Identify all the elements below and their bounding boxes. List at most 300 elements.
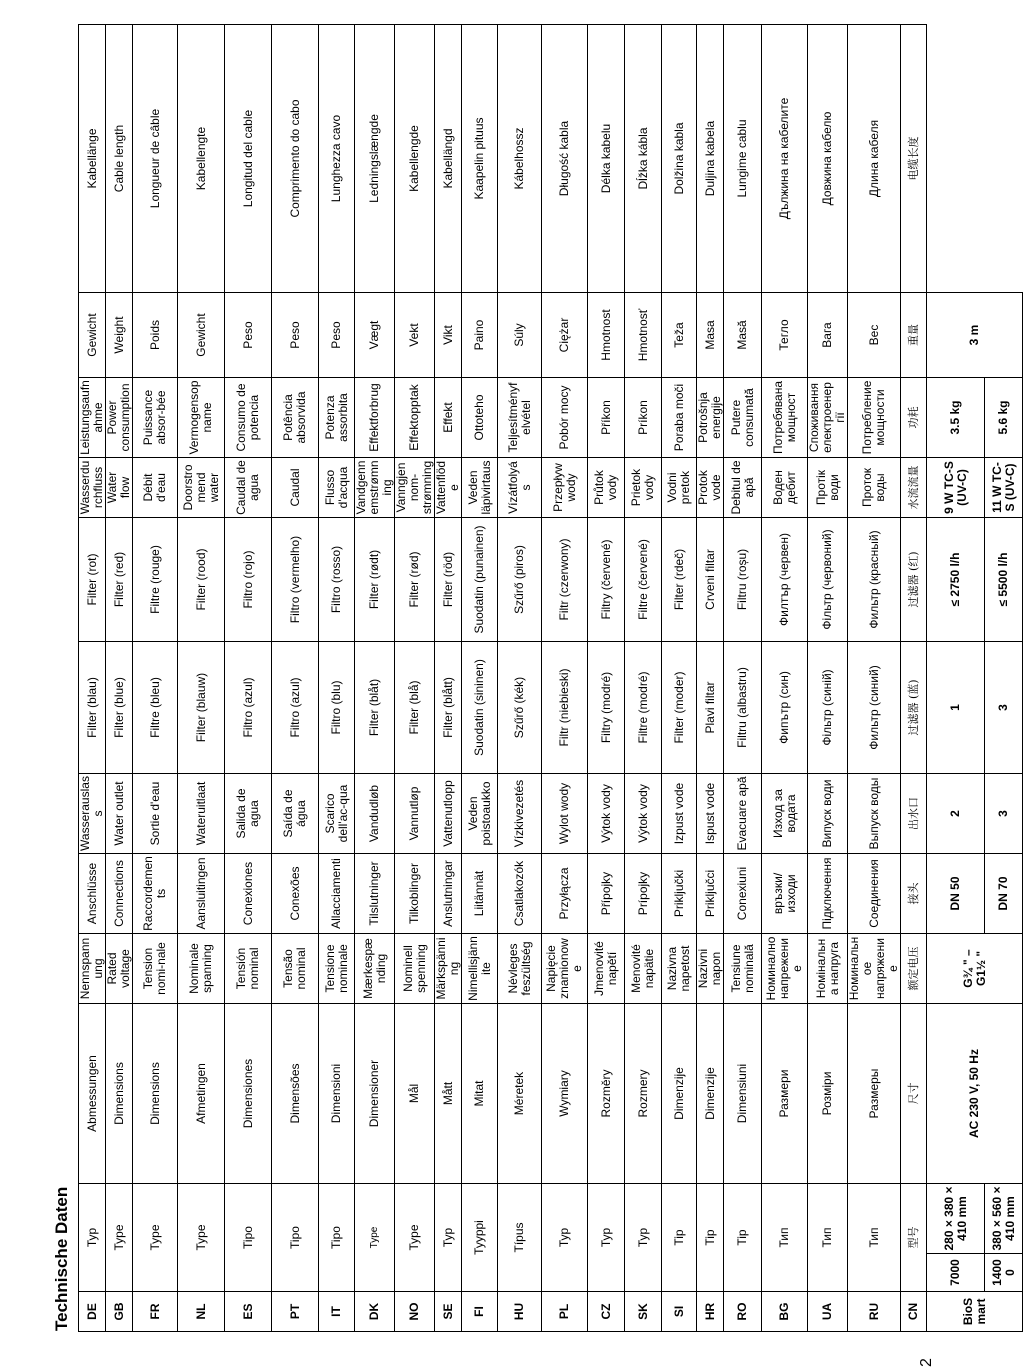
- water-flow-label: Vattenflöde: [435, 458, 462, 518]
- power-consumption-label: Potência absorvida: [272, 378, 319, 458]
- power-consumption-label: Ottoteho: [462, 378, 498, 458]
- type-label: 型号: [901, 1184, 927, 1292]
- cable-length-label: Kabellänge: [79, 25, 106, 293]
- rated-voltage-label: Rated voltage: [106, 934, 133, 1004]
- type-label: Тип: [762, 1184, 808, 1292]
- weight-value: 3.5 kg: [927, 378, 985, 458]
- rated-voltage-label: Nazivna napetost: [662, 934, 697, 1004]
- dimensions-label: Dimensiuni: [724, 1004, 762, 1184]
- filter-blue-label: Filtru (albastru): [724, 642, 762, 774]
- filter-blue-label: Filtre (modré): [625, 642, 662, 774]
- rated-voltage-label: Tensiune nominală: [724, 934, 762, 1004]
- weight-label: Gewicht: [79, 293, 106, 378]
- power-consumption-label: Споживання електроенергії: [808, 378, 848, 458]
- water-flow-label: Flusso d'acqua: [319, 458, 355, 518]
- connections-label: Prípojky: [625, 854, 662, 934]
- filter-blue-label: Filtro (azul): [225, 642, 272, 774]
- water-flow-label: Doorstromend water: [178, 458, 225, 518]
- connections-label: Anslutningar: [435, 854, 462, 934]
- filter-red-label: Фільтр (червоний): [808, 518, 848, 642]
- connections-label: 接头: [901, 854, 927, 934]
- water-flow-label: Veden läpivirtaus: [462, 458, 498, 518]
- connections-label: Anschlüsse: [79, 854, 106, 934]
- rated-voltage-label: Tension nomi-nale: [133, 934, 178, 1004]
- dimensions-label: Afmetingen: [178, 1004, 225, 1184]
- rated-voltage-label: Menovité napätie: [625, 934, 662, 1004]
- table-row: [625, 25, 662, 1332]
- weight-label: Vægt: [355, 293, 395, 378]
- table-row: [662, 25, 697, 1332]
- filter-red-label: Filter (rød): [395, 518, 435, 642]
- connections-label: Allacciamenti: [319, 854, 355, 934]
- rated-voltage-label: Tensión nominal: [225, 934, 272, 1004]
- rated-voltage-label: Номінальна напруга: [808, 934, 848, 1004]
- power-value: 11 W TC-S (UV-C): [985, 458, 1023, 518]
- filter-red-label: Filtr (czerwony): [542, 518, 588, 642]
- language-code: IT: [319, 1292, 355, 1332]
- filter-blue-value: 3: [985, 774, 1023, 854]
- type-label: Type: [133, 1184, 178, 1292]
- filter-blue-label: Szűrő (kék): [498, 642, 542, 774]
- rated-voltage-label: Névleges feszültség: [498, 934, 542, 1004]
- connections-label: Підключення: [808, 854, 848, 934]
- product-row: [927, 25, 985, 1332]
- table-row: [355, 25, 395, 1332]
- dimensions-label: Dimensioni: [319, 1004, 355, 1184]
- table-body: [79, 25, 1023, 1332]
- table-row: [462, 25, 498, 1332]
- water-outlet-label: Veden poistoaukko: [462, 774, 498, 854]
- filter-blue-label: Filter (blått): [435, 642, 462, 774]
- filter-red-label: Filtry (červené): [588, 518, 625, 642]
- water-flow-label: Debitul de apă: [724, 458, 762, 518]
- water-outlet-label: Výtok vody: [588, 774, 625, 854]
- cable-length-label: Duljina kabela: [697, 25, 724, 293]
- technical-data-table: [78, 24, 1023, 1332]
- water-outlet-label: Wylot wody: [542, 774, 588, 854]
- product-name: BioSmart: [927, 1292, 1023, 1332]
- dimensions-label: Mål: [395, 1004, 435, 1184]
- table-row: [542, 25, 588, 1332]
- model-type: 7000: [927, 1254, 985, 1292]
- cable-length-label: 电缆长度: [901, 25, 927, 293]
- rated-voltage-label: Nominale spanning: [178, 934, 225, 1004]
- dimensions-label: Dimensioner: [355, 1004, 395, 1184]
- cable-length-label: Довжина кабелю: [808, 25, 848, 293]
- type-label: Type: [106, 1184, 133, 1292]
- water-outlet-label: Salida de agua: [225, 774, 272, 854]
- power-consumption-label: Pobór mocy: [542, 378, 588, 458]
- water-flow-label: Проток воды: [848, 458, 901, 518]
- dimensions-label: Abmessungen: [79, 1004, 106, 1184]
- type-label: Tipo: [319, 1184, 355, 1292]
- type-label: Tipo: [272, 1184, 319, 1292]
- weight-label: Hmotnosť: [625, 293, 662, 378]
- water-flow-label: Caudal de agua: [225, 458, 272, 518]
- model-type: 14000: [985, 1254, 1023, 1292]
- cable-length-label: Longitud del cable: [225, 25, 272, 293]
- type-label: Typ: [435, 1184, 462, 1292]
- connections-label: Tilslutninger: [355, 854, 395, 934]
- filter-blue-label: Filter (moder): [662, 642, 697, 774]
- water-flow-label: Prietok vody: [625, 458, 662, 518]
- table-row: [697, 25, 724, 1332]
- cable-length-label: Longueur de câble: [133, 25, 178, 293]
- rated-voltage-label: Nominell spenning: [395, 934, 435, 1004]
- connections-label: Przyłącza: [542, 854, 588, 934]
- type-label: Type: [355, 1184, 395, 1292]
- weight-label: Súly: [498, 293, 542, 378]
- water-flow-label: Water flow: [106, 458, 133, 518]
- filter-blue-value: 2: [927, 774, 985, 854]
- table-row: [724, 25, 762, 1332]
- water-outlet-label: Scarico dell'ac-qua: [319, 774, 355, 854]
- water-outlet-label: Випуск води: [808, 774, 848, 854]
- power-consumption-label: Příkon: [588, 378, 625, 458]
- filter-blue-label: Filter (blue): [106, 642, 133, 774]
- language-code: BG: [762, 1292, 808, 1332]
- power-consumption-label: Putere consumată: [724, 378, 762, 458]
- connections-label: Priključki: [662, 854, 697, 934]
- filter-red-label: Филтър (червен): [762, 518, 808, 642]
- table-row: [808, 25, 848, 1332]
- model-dimensions: 380 × 560 × 410 mm: [985, 1184, 1023, 1254]
- filter-blue-label: Фильтр (синий): [848, 642, 901, 774]
- water-flow-label: 水流流量: [901, 458, 927, 518]
- filter-blue-label: Plavi filtar: [697, 642, 724, 774]
- connections-label: връзки/изходи: [762, 854, 808, 934]
- table-row: [498, 25, 542, 1332]
- filter-red-label: Szűrő (piros): [498, 518, 542, 642]
- type-label: Typ: [625, 1184, 662, 1292]
- type-label: Tyyppi: [462, 1184, 498, 1292]
- table-row: [106, 25, 133, 1332]
- connections-label: Priključci: [697, 854, 724, 934]
- table-row: [272, 25, 319, 1332]
- weight-label: 重量: [901, 293, 927, 378]
- water-flow-label: Vízátfolyás: [498, 458, 542, 518]
- filter-red-label: Crveni filtar: [697, 518, 724, 642]
- filter-red-label: Filter (red): [106, 518, 133, 642]
- weight-label: Weight: [106, 293, 133, 378]
- type-label: Typ: [588, 1184, 625, 1292]
- water-outlet-label: Výtok vody: [625, 774, 662, 854]
- water-outlet-label: Vannutløp: [395, 774, 435, 854]
- power-consumption-label: Потребявана мощност: [762, 378, 808, 458]
- rated-voltage-label: Mærkespænding: [355, 934, 395, 1004]
- dimensions-label: Mitat: [462, 1004, 498, 1184]
- filter-red-label: Filtro (vermelho): [272, 518, 319, 642]
- weight-label: Peso: [319, 293, 355, 378]
- weight-label: Teža: [662, 293, 697, 378]
- weight-label: Masă: [724, 293, 762, 378]
- cable-length-label: Dolžina kabla: [662, 25, 697, 293]
- filter-red-value: 1: [927, 642, 985, 774]
- filter-blue-label: Фільтр (синій): [808, 642, 848, 774]
- power-consumption-label: Leistungsaufnahme: [79, 378, 106, 458]
- filter-red-label: Filter (rot): [79, 518, 106, 642]
- dimensions-label: Méretek: [498, 1004, 542, 1184]
- filter-blue-label: 过滤器 (蓝): [901, 642, 927, 774]
- weight-label: Paino: [462, 293, 498, 378]
- water-outlet-label: Ispust vode: [697, 774, 724, 854]
- water-outlet-label: Выпуск воды: [848, 774, 901, 854]
- table-row: [178, 25, 225, 1332]
- type-label: Тип: [808, 1184, 848, 1292]
- page-title: Technische Daten: [52, 1186, 71, 1331]
- table-row: [435, 25, 462, 1332]
- cable-length-label: Comprimento do cabo: [272, 25, 319, 293]
- water-flow-label: Воден дебит: [762, 458, 808, 518]
- dimensions-label: Mått: [435, 1004, 462, 1184]
- water-flow-label: Przepływ wody: [542, 458, 588, 518]
- type-label: Typ: [79, 1184, 106, 1292]
- connections-value: G¾ " – G1½ ": [927, 934, 1023, 1004]
- water-outlet-label: Sortie d'eau: [133, 774, 178, 854]
- water-flow-label: Vanngjennom-strømning: [395, 458, 435, 518]
- filter-red-label: Suodatin (punainen): [462, 518, 498, 642]
- filter-blue-label: Filter (blauw): [178, 642, 225, 774]
- power-consumption-label: Vermogensopname: [178, 378, 225, 458]
- cable-length-label: Dĺžka kábla: [625, 25, 662, 293]
- weight-label: Вес: [848, 293, 901, 378]
- type-label: Type: [395, 1184, 435, 1292]
- connections-label: Přípojky: [588, 854, 625, 934]
- water-outlet-label: Vattenutlopp: [435, 774, 462, 854]
- filter-blue-label: Filtry (modré): [588, 642, 625, 774]
- language-code: NL: [178, 1292, 225, 1332]
- table-row: [79, 25, 106, 1332]
- language-code: UA: [808, 1292, 848, 1332]
- type-label: Tip: [662, 1184, 697, 1292]
- water-flow-value: ≤ 5500 l/h: [985, 518, 1023, 642]
- language-code: NO: [395, 1292, 435, 1332]
- cable-length-label: Длина кабеля: [848, 25, 901, 293]
- table-row: [319, 25, 355, 1332]
- connections-label: Tilkoblinger: [395, 854, 435, 934]
- dimensions-label: 尺寸: [901, 1004, 927, 1184]
- language-code: CN: [901, 1292, 927, 1332]
- table-row: [395, 25, 435, 1332]
- weight-label: Peso: [225, 293, 272, 378]
- connections-label: Liitännät: [462, 854, 498, 934]
- water-outlet-label: 出水口: [901, 774, 927, 854]
- water-flow-label: Débit d'eau: [133, 458, 178, 518]
- language-code: DK: [355, 1292, 395, 1332]
- connections-label: Conexões: [272, 854, 319, 934]
- water-flow-label: Vodni pretok: [662, 458, 697, 518]
- rated-voltage-value: AC 230 V, 50 Hz: [927, 1004, 1023, 1184]
- page-number: 2: [918, 1358, 935, 1367]
- weight-label: Peso: [272, 293, 319, 378]
- power-consumption-label: Poraba moči: [662, 378, 697, 458]
- filter-blue-label: Filtro (blu): [319, 642, 355, 774]
- filter-blue-label: Filtro (azul): [272, 642, 319, 774]
- cable-length-label: Дължина на кабелите: [762, 25, 808, 293]
- table-row: [762, 25, 808, 1332]
- water-flow-label: Protok vode: [697, 458, 724, 518]
- power-value: 9 W TC-S (UV-C): [927, 458, 985, 518]
- language-code: ES: [225, 1292, 272, 1332]
- connections-label: Connections: [106, 854, 133, 934]
- weight-label: Vekt: [395, 293, 435, 378]
- language-code: GB: [106, 1292, 133, 1332]
- type-label: Tip: [724, 1184, 762, 1292]
- filter-blue-label: Filter (blåt): [355, 642, 395, 774]
- water-outlet-label: Izpust vode: [662, 774, 697, 854]
- connections-label: Соединения: [848, 854, 901, 934]
- water-outlet-label: Water outlet: [106, 774, 133, 854]
- type-label: Тип: [848, 1184, 901, 1292]
- cable-length-label: Lunghezza cavo: [319, 25, 355, 293]
- cable-length-label: Kabellengde: [395, 25, 435, 293]
- water-outlet-label: Wateruitlaat: [178, 774, 225, 854]
- cable-length-label: Kabellengte: [178, 25, 225, 293]
- filter-blue-label: Filtr (niebieski): [542, 642, 588, 774]
- language-code: FR: [133, 1292, 178, 1332]
- cable-length-label: Cable length: [106, 25, 133, 293]
- filter-red-label: Filtre (rouge): [133, 518, 178, 642]
- table-row: [901, 25, 927, 1332]
- dimensions-label: Dimenzije: [662, 1004, 697, 1184]
- filter-blue-label: Filtre (bleu): [133, 642, 178, 774]
- water-outlet-value: DN 50: [927, 854, 985, 934]
- power-consumption-label: Power consumption: [106, 378, 133, 458]
- rated-voltage-label: Номинално напрежение: [762, 934, 808, 1004]
- power-consumption-label: Puissance absor-bée: [133, 378, 178, 458]
- weight-label: Gewicht: [178, 293, 225, 378]
- table-row: [848, 25, 901, 1332]
- weight-label: Poids: [133, 293, 178, 378]
- water-outlet-label: Evacuare apă: [724, 774, 762, 854]
- filter-red-label: Filter (röd): [435, 518, 462, 642]
- rated-voltage-label: Tensão nominal: [272, 934, 319, 1004]
- rated-voltage-label: Номинальное напряжение: [848, 934, 901, 1004]
- power-consumption-label: Príkon: [625, 378, 662, 458]
- table-row: [588, 25, 625, 1332]
- type-label: Typ: [542, 1184, 588, 1292]
- dimensions-label: Размери: [762, 1004, 808, 1184]
- dimensions-label: Размеры: [848, 1004, 901, 1184]
- dimensions-label: Розміри: [808, 1004, 848, 1184]
- connections-label: Aansluitingen: [178, 854, 225, 934]
- power-consumption-label: Потребление мощности: [848, 378, 901, 458]
- weight-label: Masa: [697, 293, 724, 378]
- type-label: Tipo: [225, 1184, 272, 1292]
- type-label: Type: [178, 1184, 225, 1292]
- filter-red-label: Filtro (rojo): [225, 518, 272, 642]
- language-code: SK: [625, 1292, 662, 1332]
- dimensions-label: Dimensões: [272, 1004, 319, 1184]
- dimensions-label: Dimensiones: [225, 1004, 272, 1184]
- filter-red-value: 3: [985, 642, 1023, 774]
- language-code: HU: [498, 1292, 542, 1332]
- power-consumption-label: Effektopptak: [395, 378, 435, 458]
- rated-voltage-label: Napięcie znamionowe: [542, 934, 588, 1004]
- cable-length-label: Kaapelin pituus: [462, 25, 498, 293]
- language-code: FI: [462, 1292, 498, 1332]
- rated-voltage-label: Nimellisjännite: [462, 934, 498, 1004]
- filter-red-label: Filter (rdeč): [662, 518, 697, 642]
- language-code: SE: [435, 1292, 462, 1332]
- type-label: Tip: [697, 1184, 724, 1292]
- connections-label: Conexiones: [225, 854, 272, 934]
- dimensions-label: Wymiary: [542, 1004, 588, 1184]
- filter-red-label: Filter (rødt): [355, 518, 395, 642]
- water-flow-value: ≤ 2750 l/h: [927, 518, 985, 642]
- filter-red-label: Filtru (roșu): [724, 518, 762, 642]
- connections-label: Raccordements: [133, 854, 178, 934]
- water-outlet-label: Saída de água: [272, 774, 319, 854]
- connections-label: Conexiuni: [724, 854, 762, 934]
- rated-voltage-label: Nennspannung: [79, 934, 106, 1004]
- language-code: DE: [79, 1292, 106, 1332]
- water-outlet-label: Vízkivezetés: [498, 774, 542, 854]
- table-row: [225, 25, 272, 1332]
- type-label: Típus: [498, 1184, 542, 1292]
- weight-label: Ciężar: [542, 293, 588, 378]
- dimensions-label: Dimensions: [133, 1004, 178, 1184]
- water-outlet-label: Vandudløb: [355, 774, 395, 854]
- weight-label: Hmotnost: [588, 293, 625, 378]
- dimensions-label: Dimenzije: [697, 1004, 724, 1184]
- dimensions-label: Rozměry: [588, 1004, 625, 1184]
- weight-label: Vikt: [435, 293, 462, 378]
- filter-blue-label: Filter (blau): [79, 642, 106, 774]
- model-dimensions: 280 × 380 × 410 mm: [927, 1184, 985, 1254]
- weight-label: Вага: [808, 293, 848, 378]
- water-flow-label: Протік води: [808, 458, 848, 518]
- power-consumption-label: Teljesítményfelvétel: [498, 378, 542, 458]
- filter-red-label: 过滤器 (红): [901, 518, 927, 642]
- dimensions-label: Rozmery: [625, 1004, 662, 1184]
- power-consumption-label: Potrošnja energije: [697, 378, 724, 458]
- language-code: RO: [724, 1292, 762, 1332]
- rated-voltage-label: Märkspänning: [435, 934, 462, 1004]
- filter-red-label: Filtro (rosso): [319, 518, 355, 642]
- water-flow-label: Caudal: [272, 458, 319, 518]
- cable-length-label: Lungime cablu: [724, 25, 762, 293]
- rated-voltage-label: Nazivni napon: [697, 934, 724, 1004]
- filter-blue-label: Suodatin (sininen): [462, 642, 498, 774]
- filter-red-label: Filtre (červené): [625, 518, 662, 642]
- filter-blue-label: Filter (blå): [395, 642, 435, 774]
- power-consumption-label: Effektforbrug: [355, 378, 395, 458]
- language-code: PT: [272, 1292, 319, 1332]
- power-consumption-label: Consumo de potencia: [225, 378, 272, 458]
- rated-voltage-label: 额定电压: [901, 934, 927, 1004]
- water-outlet-value: DN 70: [985, 854, 1023, 934]
- cable-length-value: 3 m: [927, 293, 1023, 378]
- table-row: [133, 25, 178, 1332]
- power-consumption-label: 功耗: [901, 378, 927, 458]
- power-consumption-label: Potenza assorbita: [319, 378, 355, 458]
- water-outlet-label: Wasserauslass: [79, 774, 106, 854]
- language-code: RU: [848, 1292, 901, 1332]
- cable-length-label: Długość kabla: [542, 25, 588, 293]
- filter-blue-label: Фипътр (син): [762, 642, 808, 774]
- water-flow-label: Wasserdurchfluss: [79, 458, 106, 518]
- rated-voltage-label: Jmenovité napětí: [588, 934, 625, 1004]
- filter-red-label: Filter (rood): [178, 518, 225, 642]
- language-code: HR: [697, 1292, 724, 1332]
- language-code: SI: [662, 1292, 697, 1332]
- cable-length-label: Kabellängd: [435, 25, 462, 293]
- cable-length-label: Kábelhossz: [498, 25, 542, 293]
- cable-length-label: Ledningslængde: [355, 25, 395, 293]
- water-flow-label: Vandgennemstrømning: [355, 458, 395, 518]
- water-outlet-label: Изход за водата: [762, 774, 808, 854]
